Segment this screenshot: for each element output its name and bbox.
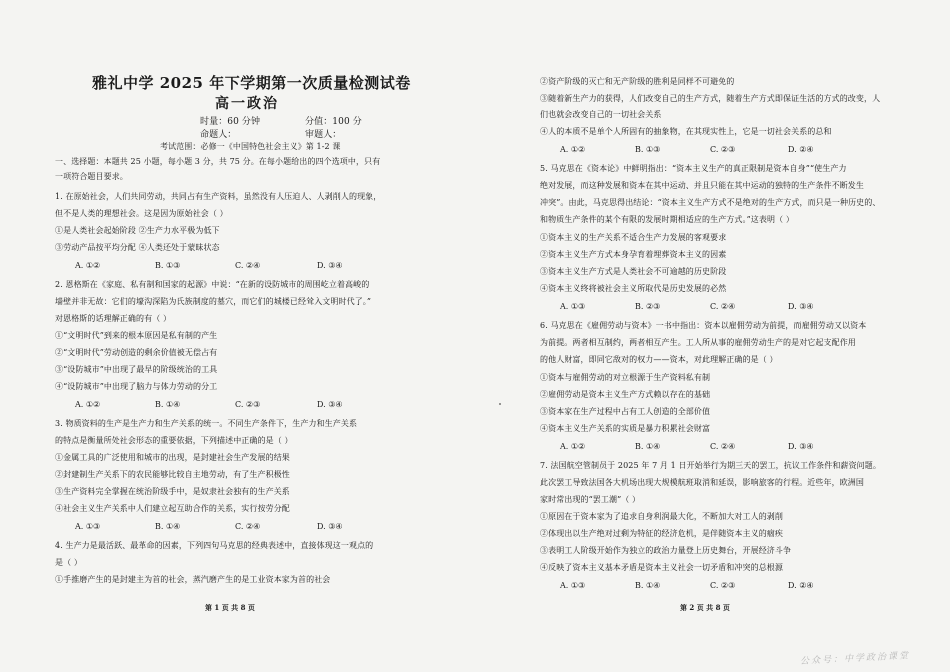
q1-choices-b: ③劳动产品按平均分配 ④人类还处于蒙昧状态 <box>55 243 220 252</box>
option-b: B. ①④ <box>155 522 181 531</box>
q2-choice-3: ③“设防城市”中出现了最早的阶级统治的工具 <box>55 365 218 374</box>
q2-stem-cont2: 对恩格斯的话理解正确的有（ ） <box>55 314 172 323</box>
q3-stem-cont: 的特点是衡量所处社会形态的重要依据，下列描述中正确的是（ ） <box>55 436 293 445</box>
option-c: C. ②④ <box>235 522 261 531</box>
q5-stem-cont3: 和物质生产条件的某个有限的发展时期相适应的生产方式。”这表明（ ） <box>540 215 794 224</box>
option-d: D. ③④ <box>788 442 814 451</box>
q6-stem-cont2: 的他人财富，即同它敌对的权力——资本，对此理解正确的是（ ） <box>540 355 778 364</box>
q5-choice-3: ③资本主义生产方式是人类社会不可逾越的历史阶段 <box>540 267 727 276</box>
score-label: 分值：100 分 <box>305 117 362 127</box>
option-c: C. ②④ <box>235 261 261 270</box>
option-d: D. ③④ <box>317 261 343 270</box>
q4-choice-2: ②资产阶级的灭亡和无产阶级的胜利是同样不可避免的 <box>540 77 735 86</box>
q4-stem-cont: 是（ ） <box>55 558 82 567</box>
q2-choice-2: ②“文明时代”劳动创造的剩余价值被无偿占有 <box>55 348 218 357</box>
q6-choice-1: ①资本与雇佣劳动的对立根源于生产资料私有制 <box>540 373 711 382</box>
option-b: B. ①④ <box>635 442 661 451</box>
option-c: C. ②③ <box>710 145 736 154</box>
q7-choice-3: ③表明工人阶级开始作为独立的政治力量登上历史舞台，开展经济斗争 <box>540 546 792 555</box>
q3-choice-4: ④社会主义生产关系中人们建立起互助合作的关系，实行按劳分配 <box>55 504 290 513</box>
option-a: A. ①② <box>560 442 586 451</box>
q7-choice-2: ②体现出以生产绝对过剩为特征的经济危机，是伴随资本主义的痼疾 <box>540 529 783 538</box>
option-d: D. ②④ <box>788 581 814 590</box>
option-a: A. ①② <box>75 400 101 409</box>
option-b: B. ①③ <box>155 261 181 270</box>
option-d: D. ③④ <box>788 302 814 311</box>
section-heading: 一、选择题：本题共 25 小题，每小题 3 分，共 75 分。在每小题给出的四个选项中，只有 <box>55 157 381 166</box>
q2-choice-1: ①“文明时代”到来的根本原因是私有制的产生 <box>55 331 218 340</box>
q3-stem: 3. 物质资料的生产是生产力和生产关系的统一。不同生产条件下，生产力和生产关系 <box>55 419 358 428</box>
page-footer: 第 1 页 共 8 页 <box>205 603 255 612</box>
option-d: D. ③④ <box>317 400 343 409</box>
section-heading-cont: 一项符合题目要求。 <box>55 172 128 181</box>
q6-choice-3: ③资本家在生产过程中占有工人创造的全部价值 <box>540 407 711 416</box>
time-label: 时量：60 分钟 <box>200 117 261 127</box>
q6-choice-2: ②雇佣劳动是资本主义生产方式赖以存在的基础 <box>540 390 711 399</box>
option-b: B. ①④ <box>635 581 661 590</box>
q4-choice-3-cont: 们也就会改变自己的一切社会关系 <box>540 110 662 119</box>
q5-stem-cont: 绝对发展，而这种发展和资本在其中运动、并且只能在其中运动的独特的生产条件不断发生 <box>540 181 864 190</box>
q7-stem-cont2: 家时常出现的“罢工潮”（ ） <box>540 495 641 504</box>
option-b: B. ①④ <box>155 400 181 409</box>
scan-speck <box>499 403 501 405</box>
option-b: B. ②③ <box>635 302 661 311</box>
left-page <box>55 0 470 672</box>
exam-scope: 考试范围：必修一《中国特色社会主义》第 1-2 课 <box>160 142 341 151</box>
exam-subtitle: 高一政治 <box>215 96 279 112</box>
option-a: A. ①② <box>560 145 586 154</box>
q3-choice-2: ②封建制生产关系下的农民能够比较自主地劳动，有了生产积极性 <box>55 470 290 479</box>
q6-stem-cont: 为前提。两者相互制约，两者相互产生。工人所从事的雇佣劳动生产的是对它起支配作用 <box>540 338 856 347</box>
option-c: C. ②④ <box>710 302 736 311</box>
option-c: C. ②③ <box>235 400 261 409</box>
q1-stem: 1. 在原始社会，人们共同劳动，共同占有生产资料，虽然没有人压迫人、人剥削人的现象， <box>55 192 382 201</box>
q2-stem: 2. 恩格斯在《家庭、私有制和国家的起源》中说：“在新的设防城市的周围屹立着高峻的 <box>55 280 370 289</box>
q2-choice-4: ④“设防城市”中出现了脑力与体力劳动的分工 <box>55 382 218 391</box>
q3-choice-3: ③生产资料完全掌握在统治阶级手中，是奴隶社会独有的生产关系 <box>55 487 290 496</box>
q7-choice-1: ①原因在于资本家为了追求自身利润最大化，不断加大对工人的剥削 <box>540 512 783 521</box>
option-a: A. ①③ <box>560 581 586 590</box>
q5-stem: 5. 马克思在《资本论》中鲜明指出：“资本主义生产的真正限制是资本自身”“使生产力 <box>540 164 847 173</box>
option-a: A. ①③ <box>560 302 586 311</box>
q7-choice-4: ④反映了资本主义基本矛盾是资本主义社会一切矛盾和冲突的总根源 <box>540 563 783 572</box>
q6-stem: 6. 马克思在《雇佣劳动与资本》一书中指出：资本以雇佣劳动为前提，而雇佣劳动又以资本 <box>540 321 867 330</box>
option-c: C. ②③ <box>710 581 736 590</box>
q4-choice-3: ③随着新生产力的获得，人们改变自己的生产方式，随着生产方式即保证生活的方式的改变，人 <box>540 94 881 103</box>
q5-choice-2: ②资本主义生产方式本身孕育着埋葬资本主义的因素 <box>540 250 727 259</box>
q7-stem-cont: 此次罢工导致法国各大机场出现大规模航班取消和延误，影响旅客的行程。近些年，欧洲国 <box>540 478 864 487</box>
q2-stem-cont: 墙壁并非无故：它们的壕沟深陷为氏族制度的墓穴，而它们的城楼已经耸入文明时代了。” <box>55 297 372 306</box>
q5-stem-cont2: 冲突”。由此，马克思得出结论：“资本主义生产方式不是绝对的生产方式，而只是一种历史的、 <box>540 198 881 207</box>
q6-choice-4: ④资本主义生产关系的实质是暴力积累社会财富 <box>540 424 711 433</box>
q1-stem-cont: 但不是人类的理想社会。这是因为原始社会（ ） <box>55 209 228 218</box>
q7-stem: 7. 法国航空管制员于 2025 年 7 月 1 日开始举行为期三天的罢工，抗议工作条件和薪资问题。 <box>540 461 881 470</box>
exam-title: 雅礼中学 2025 年下学期第一次质量检测试卷 <box>92 74 411 92</box>
right-page <box>540 0 905 672</box>
q4-choice-4: ④人的本质不是单个人所固有的抽象物，在其现实性上，它是一切社会关系的总和 <box>540 127 832 136</box>
option-a: A. ①② <box>75 261 101 270</box>
q5-choice-1: ①资本主义的生产关系不适合生产力发展的客观要求 <box>540 233 727 242</box>
q4-stem: 4. 生产力是最活跃、最革命的因素，下列四句马克思的经典表述中，直接体现这一观点的 <box>55 541 374 550</box>
author-label: 命题人： <box>200 130 237 140</box>
reviewer-label: 审题人： <box>305 130 342 140</box>
q3-choice-1: ①金属工具的广泛使用和城市的出现，是封建社会生产发展的结果 <box>55 453 290 462</box>
watermark: 公众号：中学政治课堂 <box>799 651 911 667</box>
option-d: D. ②④ <box>788 145 814 154</box>
q5-choice-4: ④资本主义终将被社会主义所取代是历史发展的必然 <box>540 284 727 293</box>
q1-choices-a: ①是人类社会起始阶段 ②生产力水平极为低下 <box>55 226 220 235</box>
option-d: D. ③④ <box>317 522 343 531</box>
q4-choice-1: ①手推磨产生的是封建主为首的社会，蒸汽磨产生的是工业资本家为首的社会 <box>55 575 331 584</box>
option-b: B. ①③ <box>635 145 661 154</box>
option-a: A. ①③ <box>75 522 101 531</box>
page-footer: 第 2 页 共 8 页 <box>680 603 730 612</box>
option-c: C. ②④ <box>710 442 736 451</box>
